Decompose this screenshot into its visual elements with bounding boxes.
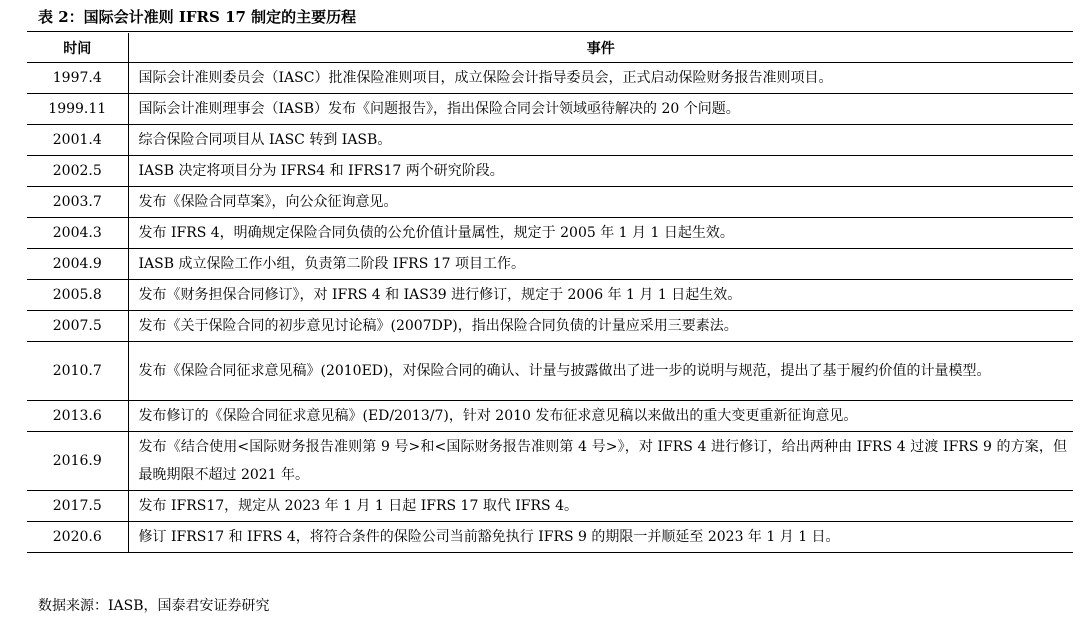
row-time: 1999.11 — [27, 94, 128, 125]
table-row — [27, 432, 1073, 491]
table-row — [27, 156, 1073, 187]
table-row — [27, 522, 1073, 553]
header-event: 事件 — [128, 33, 1073, 63]
row-time: 2007.5 — [27, 311, 128, 342]
row-event: 发布《结合使用<国际财务报告准则第 9 号>和<国际财务报告准则第 4 号>》，对 IFRS 4 进行修订，给出两种由 IFRS 4 过渡 IFRS 9 的方案，但最晚期限不超过 2021 年。 — [128, 432, 1073, 491]
table-row — [27, 125, 1073, 156]
row-event: 发布《保险合同草案》，向公众征询意见。 — [128, 187, 1073, 218]
table-row — [27, 342, 1073, 401]
row-time: 2005.8 — [27, 280, 128, 311]
row-event: 发布 IFRS17，规定从 2023 年 1 月 1 日起 IFRS 17 取代 IFRS 4。 — [128, 491, 1073, 522]
row-time: 2010.7 — [27, 342, 128, 401]
table-row — [27, 249, 1073, 280]
row-time: 2003.7 — [27, 187, 128, 218]
table-row — [27, 187, 1073, 218]
row-event: 发布《财务担保合同修订》，对 IFRS 4 和 IAS39 进行修订，规定于 2006 年 1 月 1 日起生效。 — [128, 280, 1073, 311]
row-event: 发布《保险合同征求意见稿》(2010ED)，对保险合同的确认、计量与披露做出了进一步的说明与规范，提出了基于履约价值的计量模型。 — [128, 342, 1073, 401]
header-time: 时间 — [27, 33, 128, 63]
row-time: 2016.9 — [27, 432, 128, 491]
row-event: 国际会计准则委员会（IASC）批准保险准则项目，成立保险会计指导委员会，正式启动保险财务报告准则项目。 — [128, 63, 1073, 94]
row-time: 2002.5 — [27, 156, 128, 187]
source-note: 数据来源：IASB，国泰君安证券研究 — [38, 598, 270, 614]
row-event: 综合保险合同项目从 IASC 转到 IASB。 — [128, 125, 1073, 156]
row-time: 2020.6 — [27, 522, 128, 553]
table-row — [27, 491, 1073, 522]
milestones-table — [27, 33, 1073, 553]
row-time: 2013.6 — [27, 401, 128, 432]
row-event: 发布 IFRS 4，明确规定保险合同负债的公允价值计量属性，规定于 2005 年 1 月 1 日起生效。 — [128, 218, 1073, 249]
table-row — [27, 311, 1073, 342]
row-time: 1997.4 — [27, 63, 128, 94]
table-row — [27, 218, 1073, 249]
row-time: 2017.5 — [27, 491, 128, 522]
table-title: 表 2：国际会计准则 IFRS 17 制定的主要历程 — [38, 8, 357, 26]
table-row — [27, 280, 1073, 311]
row-time: 2001.4 — [27, 125, 128, 156]
table-row — [27, 401, 1073, 432]
row-time: 2004.3 — [27, 218, 128, 249]
row-event: IASB 决定将项目分为 IFRS4 和 IFRS17 两个研究阶段。 — [128, 156, 1073, 187]
row-event: IASB 成立保险工作小组，负责第二阶段 IFRS 17 项目工作。 — [128, 249, 1073, 280]
table-header-row — [27, 33, 1073, 63]
table-row — [27, 63, 1073, 94]
top-rule — [27, 31, 1073, 32]
row-event: 发布修订的《保险合同征求意见稿》(ED/2013/7)，针对 2010 发布征求意见稿以来做出的重大变更重新征询意见。 — [128, 401, 1073, 432]
row-event: 修订 IFRS17 和 IFRS 4，将符合条件的保险公司当前豁免执行 IFRS 9 的期限一并顺延至 2023 年 1 月 1 日。 — [128, 522, 1073, 553]
row-time: 2004.9 — [27, 249, 128, 280]
row-event: 国际会计准则理事会（IASB）发布《问题报告》，指出保险合同会计领域亟待解决的 20 个问题。 — [128, 94, 1073, 125]
table-row — [27, 94, 1073, 125]
row-event: 发布《关于保险合同的初步意见讨论稿》(2007DP)，指出保险合同负债的计量应采用三要素法。 — [128, 311, 1073, 342]
